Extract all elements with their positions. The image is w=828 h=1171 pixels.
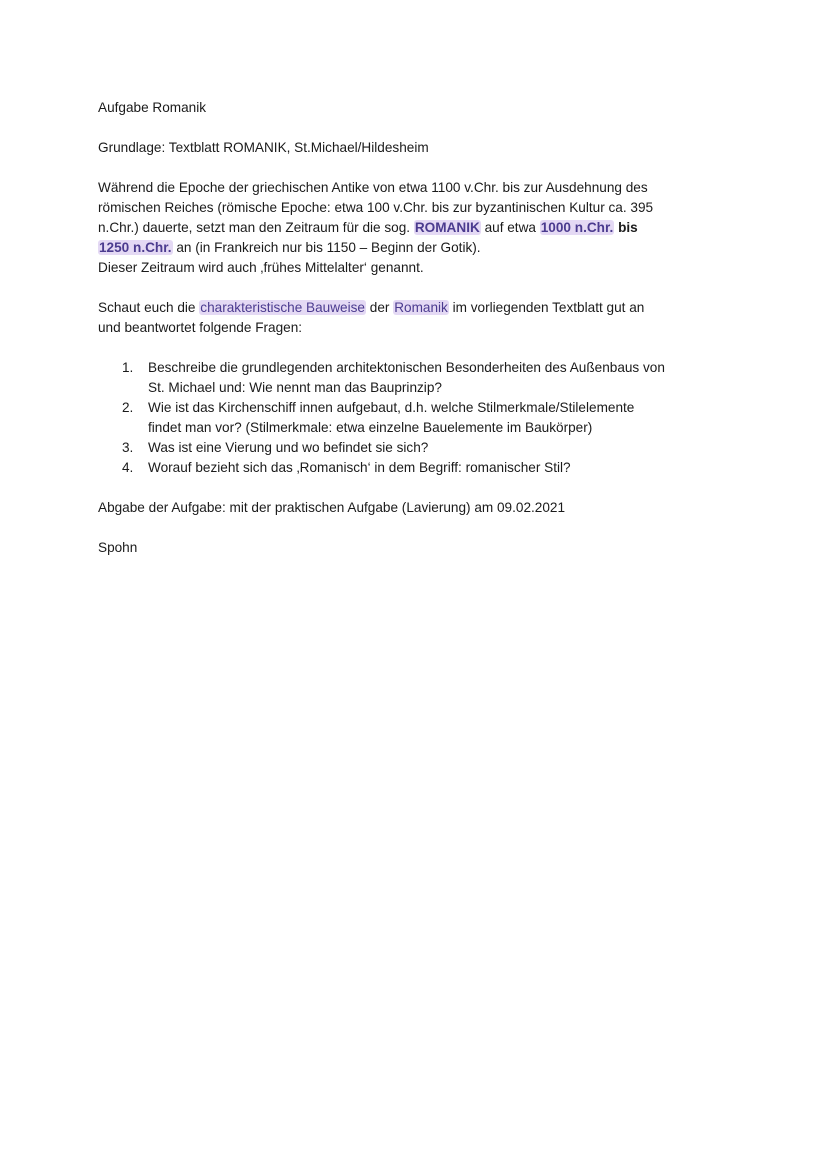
question-list <box>98 358 738 478</box>
instruction-text: im vorliegenden Textblatt gut an <box>448 300 645 315</box>
instruction-line-1 <box>98 298 738 318</box>
highlight-start-year: 1000 n.Chr. <box>540 220 614 235</box>
question-item <box>98 358 738 398</box>
intro-line-5: Dieser Zeitraum wird auch ‚frühes Mittelalter‘ genannt. <box>98 260 424 275</box>
instruction-text: der <box>366 300 394 315</box>
highlight-romanik: ROMANIK <box>414 220 480 235</box>
basis-line: Grundlage: Textblatt ROMANIK, St.Michael/Hildesheim <box>98 140 429 155</box>
question-text: St. Michael und: Wie nennt man das Bauprinzip? <box>148 380 442 395</box>
question-text: Beschreibe die grundlegenden architektonischen Besonderheiten des Außenbaus von <box>148 360 665 375</box>
highlight-end-year: 1250 n.Chr. <box>99 240 172 255</box>
intro-line-3 <box>98 218 738 238</box>
question-item <box>98 438 738 458</box>
intro-line-4 <box>98 238 738 258</box>
question-number: 1. <box>122 360 134 375</box>
question-item <box>98 398 738 438</box>
bold-bis: bis <box>618 220 638 235</box>
highlight-romanik-2: Romanik <box>394 300 448 315</box>
instruction-paragraph <box>98 298 738 338</box>
intro-text: n.Chr.) dauerte, setzt man den Zeitraum für die sog. <box>98 220 414 235</box>
submission-line: Abgabe der Aufgabe: mit der praktischen Aufgabe (Lavierung) am 09.02.2021 <box>98 500 566 515</box>
instruction-line-2: und beantwortet folgende Fragen: <box>98 320 303 335</box>
intro-text: an (in Frankreich nur bis 1150 – Beginn der Gotik). <box>172 240 481 255</box>
intro-line-2: römischen Reiches (römische Epoche: etwa 100 v.Chr. bis zur byzantinischen Kultur ca. 395 <box>98 200 654 215</box>
question-item <box>98 458 738 478</box>
document-title: Aufgabe Romanik <box>98 100 207 115</box>
author-signature: Spohn <box>98 540 138 555</box>
highlight-bauweise: charakteristische Bauweise <box>200 300 365 315</box>
question-text: Was ist eine Vierung und wo befindet sie sich? <box>148 440 429 455</box>
question-text: Worauf bezieht sich das ‚Romanisch‘ in dem Begriff: romanischer Stil? <box>148 460 571 475</box>
intro-text: auf etwa <box>480 220 540 235</box>
question-number: 3. <box>122 440 134 455</box>
instruction-text: Schaut euch die <box>98 300 200 315</box>
question-number: 4. <box>122 460 134 475</box>
question-number: 2. <box>122 400 134 415</box>
intro-line-1: Während die Epoche der griechischen Antike von etwa 1100 v.Chr. bis zur Ausdehnung des <box>98 180 648 195</box>
question-text: Wie ist das Kirchenschiff innen aufgebaut, d.h. welche Stilmerkmale/Stilelemente <box>148 400 635 415</box>
question-text: findet man vor? (Stilmerkmale: etwa einzelne Bauelemente im Baukörper) <box>148 420 593 435</box>
intro-paragraph <box>98 178 738 278</box>
document-page <box>98 98 738 558</box>
